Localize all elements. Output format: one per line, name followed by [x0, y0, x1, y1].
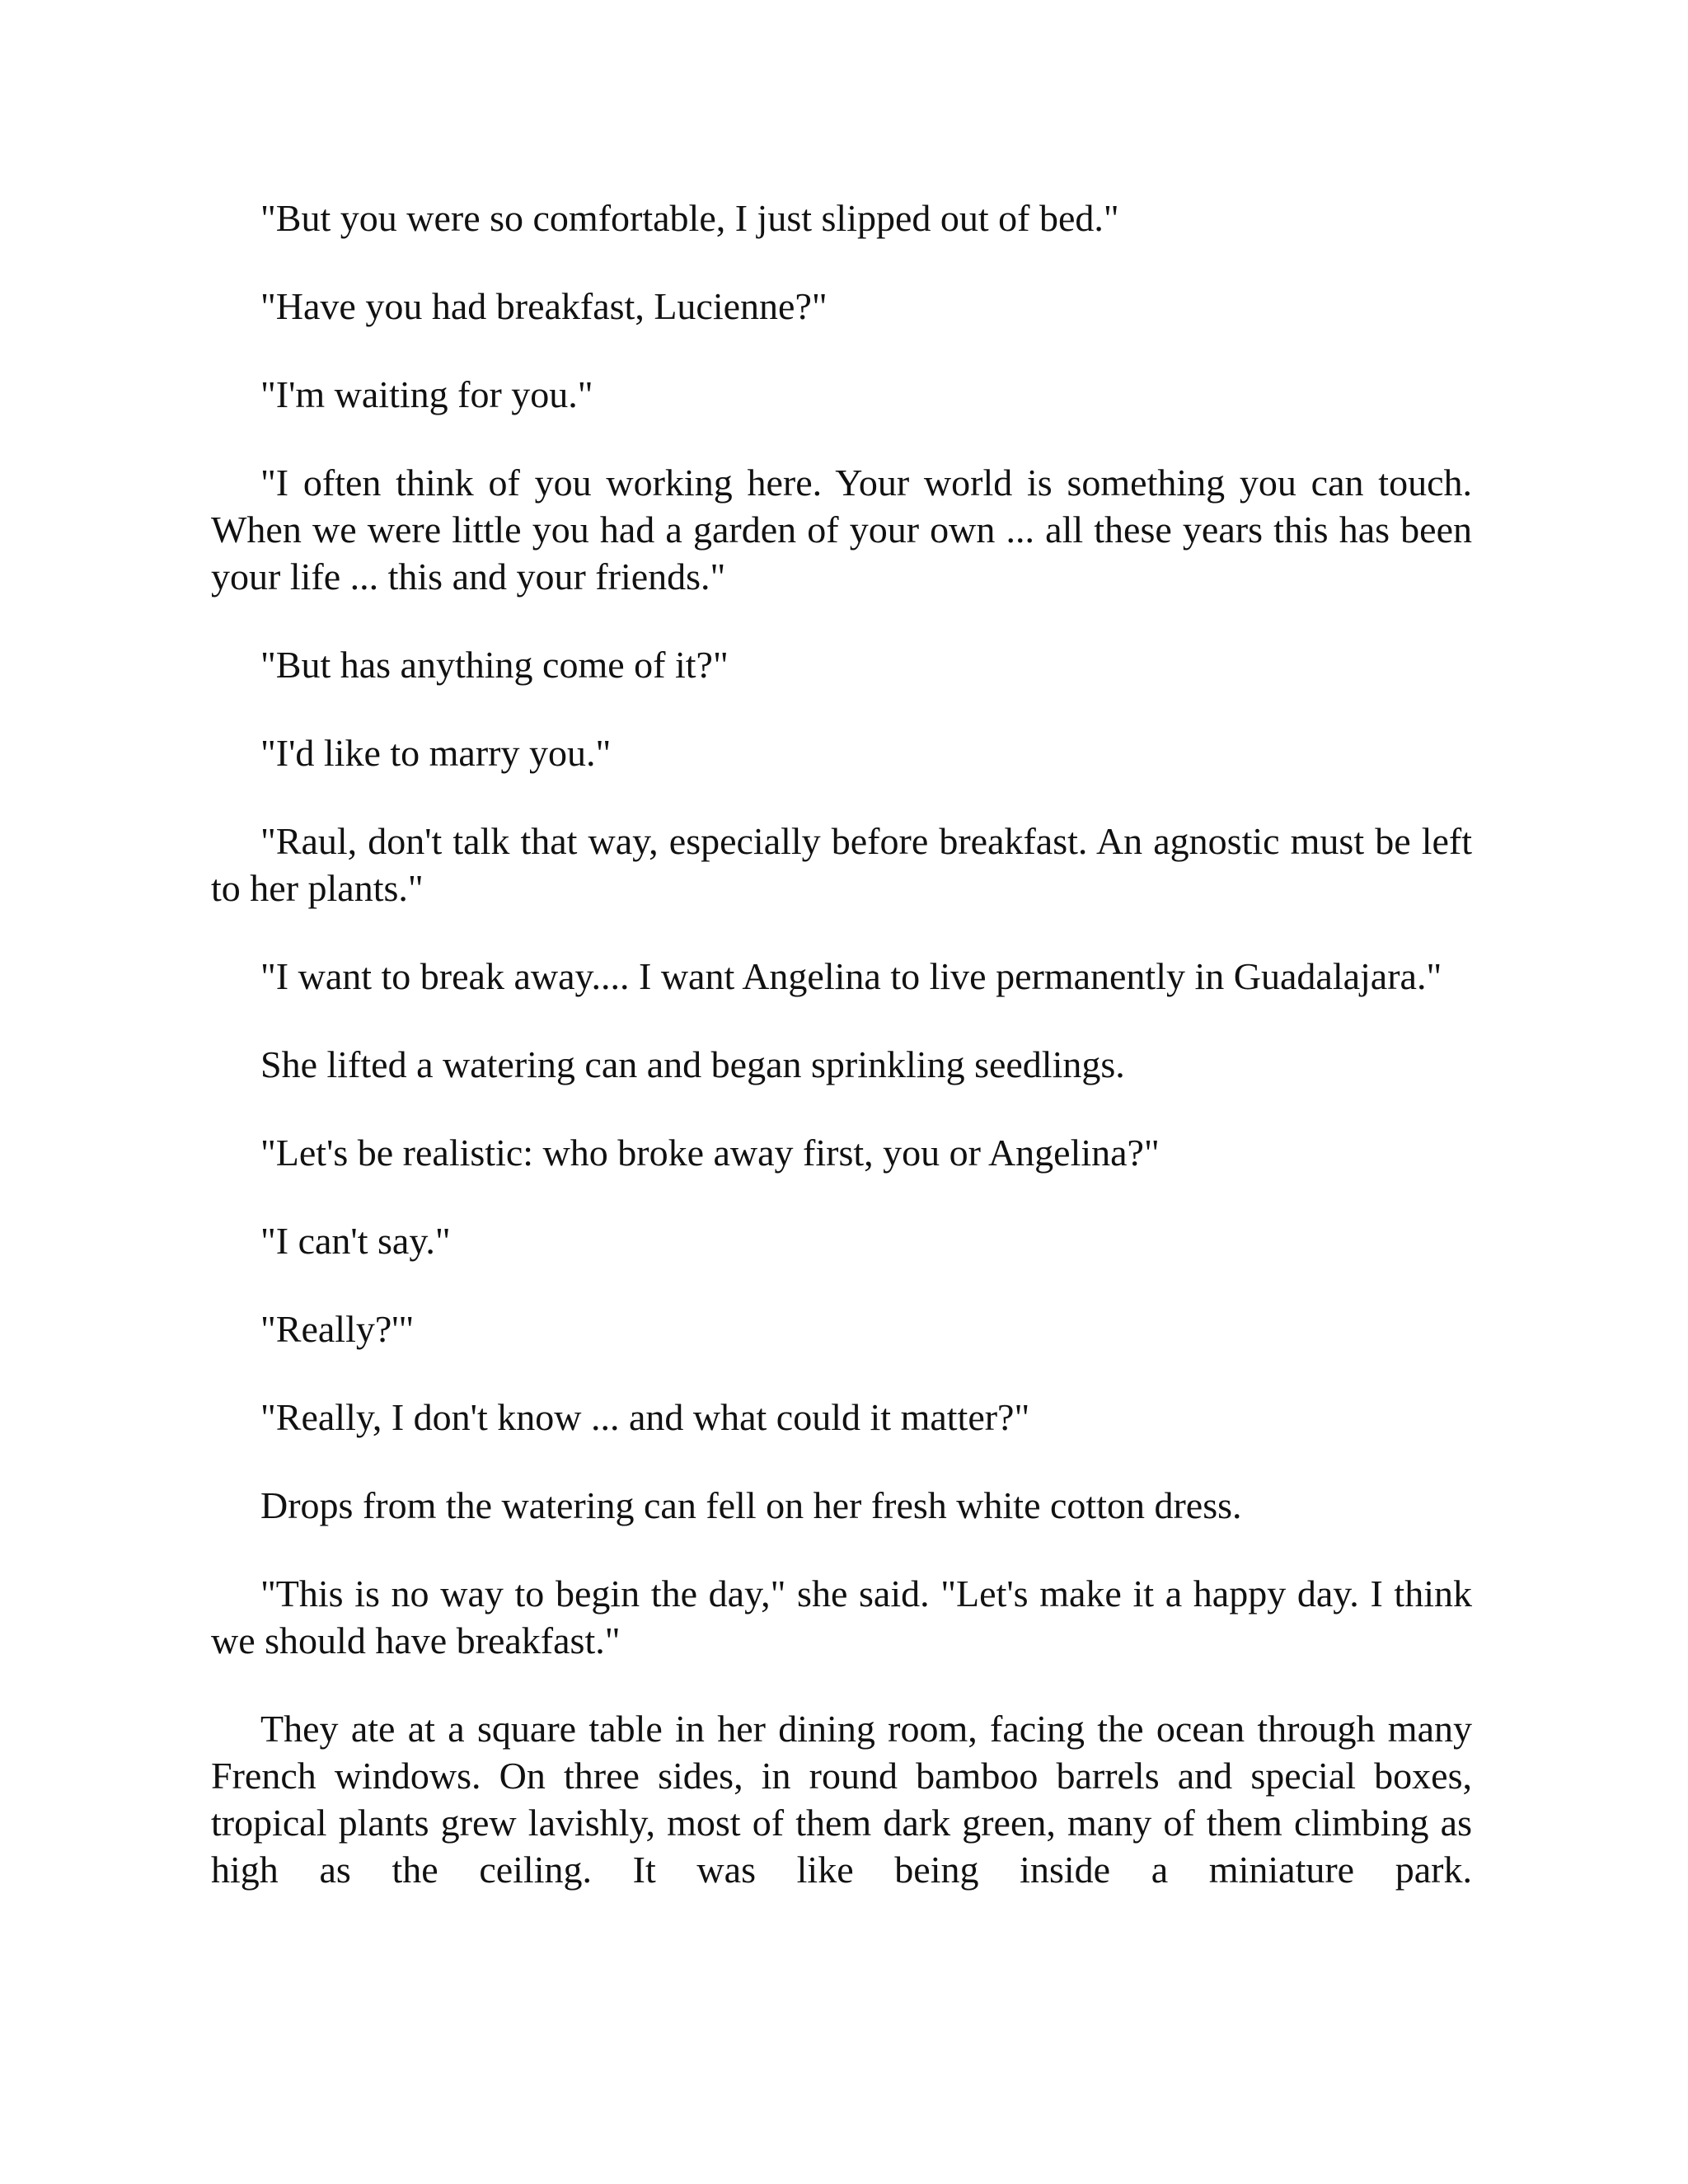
paragraph-12: "Really?'"	[260, 1308, 415, 1350]
paragraph-14: Drops from the watering can fell on her fresh white cotton dress.	[260, 1484, 1242, 1526]
paragraph-13: "Really, I don't know ... and what could it matter?"	[260, 1396, 1030, 1438]
paragraph-5: "But has anything come of it?"	[260, 644, 729, 686]
book-page	[211, 194, 1472, 1893]
paragraph-1: "But you were so comfortable, I just slipped out of bed."	[260, 197, 1119, 239]
paragraph-11: "I can't say."	[260, 1220, 451, 1262]
paragraph-8: "I want to break away.... I want Angelina to live permanently in Guadalajara."	[260, 955, 1442, 997]
paragraph-6: "I'd like to marry you."	[260, 732, 612, 774]
paragraph-15: "This is no way to begin the day," she said. "Let's make it a happy day. I think we should have breakfast."	[211, 1572, 1472, 1661]
paragraph-10: "Let's be realistic: who broke away first, you or Angelina?"	[260, 1132, 1160, 1174]
paragraph-3: "I'm waiting for you."	[260, 373, 593, 415]
paragraph-16: They ate at a square table in her dining room, facing the ocean through many French windows. On three sides, in round bamboo barrels and special boxes, tropical plants grew lavishly, most of them dark green, many of them climbing as high as the ceiling. It was like being inside a miniature park.	[211, 1708, 1472, 1891]
paragraph-9: She lifted a watering can and began sprinkling seedlings.	[260, 1043, 1125, 1085]
paragraph-2: "Have you had breakfast, Lucienne?"	[260, 285, 828, 327]
paragraph-4: "I often think of you working here. Your world is something you can touch. When we were little you had a garden of your own ... all these years this has been your life ... this and your friends."	[211, 462, 1472, 598]
paragraph-7: "Raul, don't talk that way, especially before breakfast. An agnostic must be left to her plants."	[211, 820, 1472, 909]
